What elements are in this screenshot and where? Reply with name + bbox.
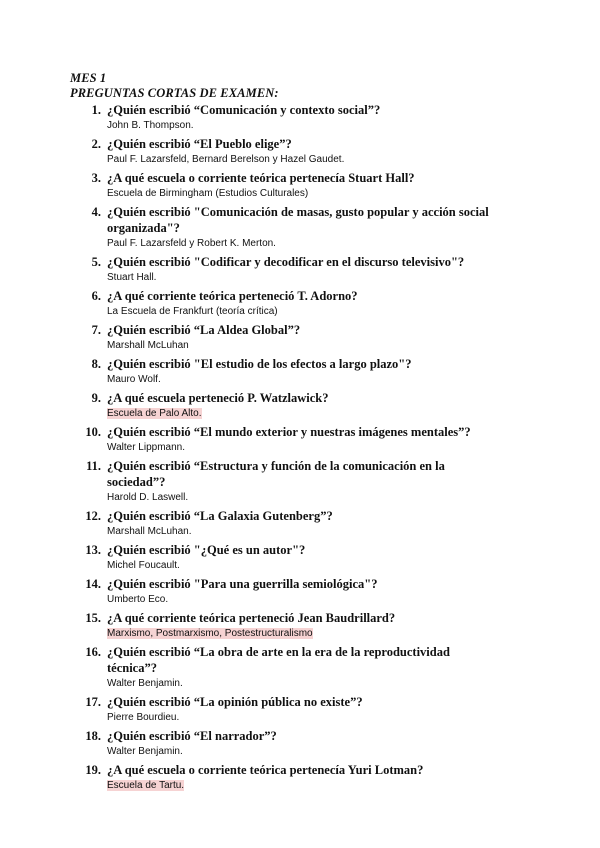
header-title: MES 1	[70, 71, 107, 85]
question-item	[0, 694, 600, 725]
answer-text: Walter Benjamin.	[107, 678, 183, 689]
question-text: ¿A qué corriente teórica perteneció T. Adorno?	[107, 289, 358, 303]
question-item	[0, 728, 600, 759]
answer-text: Walter Benjamin.	[107, 746, 183, 757]
question-text: ¿Quién escribió "Para una guerrilla semiológica"?	[107, 577, 378, 591]
question-text: ¿A qué escuela o corriente teórica pertenecía Yuri Lotman?	[107, 763, 424, 777]
question-list	[0, 102, 600, 796]
question-item	[0, 644, 600, 691]
answer-text: La Escuela de Frankfurt (teoría crítica)	[107, 306, 278, 317]
answer-line	[107, 626, 600, 641]
answer-line	[107, 676, 600, 691]
question-number: 3.	[91, 171, 101, 185]
answer-text: Marshall McLuhan	[107, 340, 189, 351]
question-number: 1.	[91, 103, 101, 117]
question-text: ¿Quién escribió "Comunicación de masas, gusto popular y acción social organizada"?	[107, 205, 489, 235]
question-text: ¿Quién escribió “La obra de arte en la era de la reproductividad técnica”?	[107, 645, 450, 675]
question-item	[0, 508, 600, 539]
answer-text: John B. Thompson.	[107, 120, 194, 131]
answer-text: Escuela de Birmingham (Estudios Culturales)	[107, 188, 309, 199]
question-number: 2.	[91, 137, 101, 151]
question-text: ¿Quién escribió "¿Qué es un autor"?	[107, 543, 306, 557]
question-item	[0, 424, 600, 455]
answer-text: Harold D. Laswell.	[107, 492, 189, 503]
question-item	[0, 322, 600, 353]
question-number: 6.	[91, 289, 101, 303]
question-text: ¿Quién escribió “La Galaxia Gutenberg”?	[107, 509, 333, 523]
question-item	[0, 610, 600, 641]
question-item	[0, 288, 600, 319]
question-number: 11.	[86, 459, 101, 473]
answer-text: Stuart Hall.	[107, 272, 157, 283]
answer-line	[107, 406, 600, 421]
answer-text: Pierre Bourdieu.	[107, 712, 180, 723]
highlighted-answer: Escuela de Tartu.	[107, 780, 185, 791]
answer-text: Michel Foucault.	[107, 560, 180, 571]
question-number: 17.	[85, 695, 101, 709]
answer-line	[107, 118, 600, 133]
header-subtitle: PREGUNTAS CORTAS DE EXAMEN:	[70, 86, 279, 100]
question-item	[0, 762, 600, 793]
question-item	[0, 136, 600, 167]
question-number: 15.	[85, 611, 101, 625]
question-text: ¿A qué escuela o corriente teórica pertenecía Stuart Hall?	[107, 171, 415, 185]
answer-text: Marshall McLuhan.	[107, 526, 192, 537]
answer-text: Umberto Eco.	[107, 594, 169, 605]
question-item	[0, 102, 600, 133]
answer-line	[107, 186, 600, 201]
question-item	[0, 170, 600, 201]
answer-line	[107, 524, 600, 539]
answer-line	[107, 592, 600, 607]
question-number: 14.	[85, 577, 101, 591]
question-text: ¿Quién escribió “El Pueblo elige”?	[107, 137, 292, 151]
question-number: 13.	[85, 543, 101, 557]
question-number: 10.	[85, 425, 101, 439]
question-number: 7.	[91, 323, 101, 337]
question-number: 9.	[91, 391, 101, 405]
question-text: ¿Quién escribió “La Aldea Global”?	[107, 323, 301, 337]
question-text: ¿Quién escribió “El mundo exterior y nuestras imágenes mentales”?	[107, 425, 471, 439]
question-text: ¿Quién escribió “Comunicación y contexto social”?	[107, 103, 381, 117]
answer-line	[107, 304, 600, 319]
answer-text: Walter Lippmann.	[107, 442, 185, 453]
answer-line	[107, 236, 600, 251]
question-text: ¿Quién escribió "Codificar y decodificar en el discurso televisivo"?	[107, 255, 465, 269]
question-text: ¿A qué escuela perteneció P. Watzlawick?	[107, 391, 329, 405]
highlighted-answer: Escuela de Palo Alto.	[107, 408, 202, 419]
question-item	[0, 204, 600, 251]
question-item	[0, 576, 600, 607]
question-item	[0, 458, 600, 505]
question-text: ¿Quién escribió “Estructura y función de la comunicación en la sociedad”?	[107, 459, 445, 489]
question-item	[0, 356, 600, 387]
question-number: 4.	[91, 205, 101, 219]
question-item	[0, 542, 600, 573]
question-item	[0, 254, 600, 285]
answer-line	[107, 558, 600, 573]
answer-line	[107, 440, 600, 455]
answer-line	[107, 744, 600, 759]
answer-line	[107, 372, 600, 387]
question-text: ¿Quién escribió "El estudio de los efectos a largo plazo"?	[107, 357, 412, 371]
answer-line	[107, 270, 600, 285]
answer-text: Paul F. Lazarsfeld, Bernard Berelson y Hazel Gaudet.	[107, 154, 345, 165]
answer-line	[107, 152, 600, 167]
answer-line	[107, 490, 600, 505]
question-text: ¿A qué corriente teórica perteneció Jean Baudrillard?	[107, 611, 396, 625]
document-header	[70, 71, 279, 101]
question-number: 12.	[85, 509, 101, 523]
answer-line	[107, 710, 600, 725]
question-text: ¿Quién escribió “La opinión pública no existe”?	[107, 695, 363, 709]
answer-text: Paul F. Lazarsfeld y Robert K. Merton.	[107, 238, 276, 249]
answer-text: Mauro Wolf.	[107, 374, 161, 385]
question-number: 5.	[91, 255, 101, 269]
question-item	[0, 390, 600, 421]
answer-line	[107, 778, 600, 793]
question-number: 16.	[85, 645, 101, 659]
question-number: 18.	[85, 729, 101, 743]
question-number: 19.	[85, 763, 101, 777]
question-text: ¿Quién escribió “El narrador”?	[107, 729, 277, 743]
question-number: 8.	[91, 357, 101, 371]
highlighted-answer: Marxismo, Postmarxismo, Postestructuralismo	[107, 628, 313, 639]
answer-line	[107, 338, 600, 353]
